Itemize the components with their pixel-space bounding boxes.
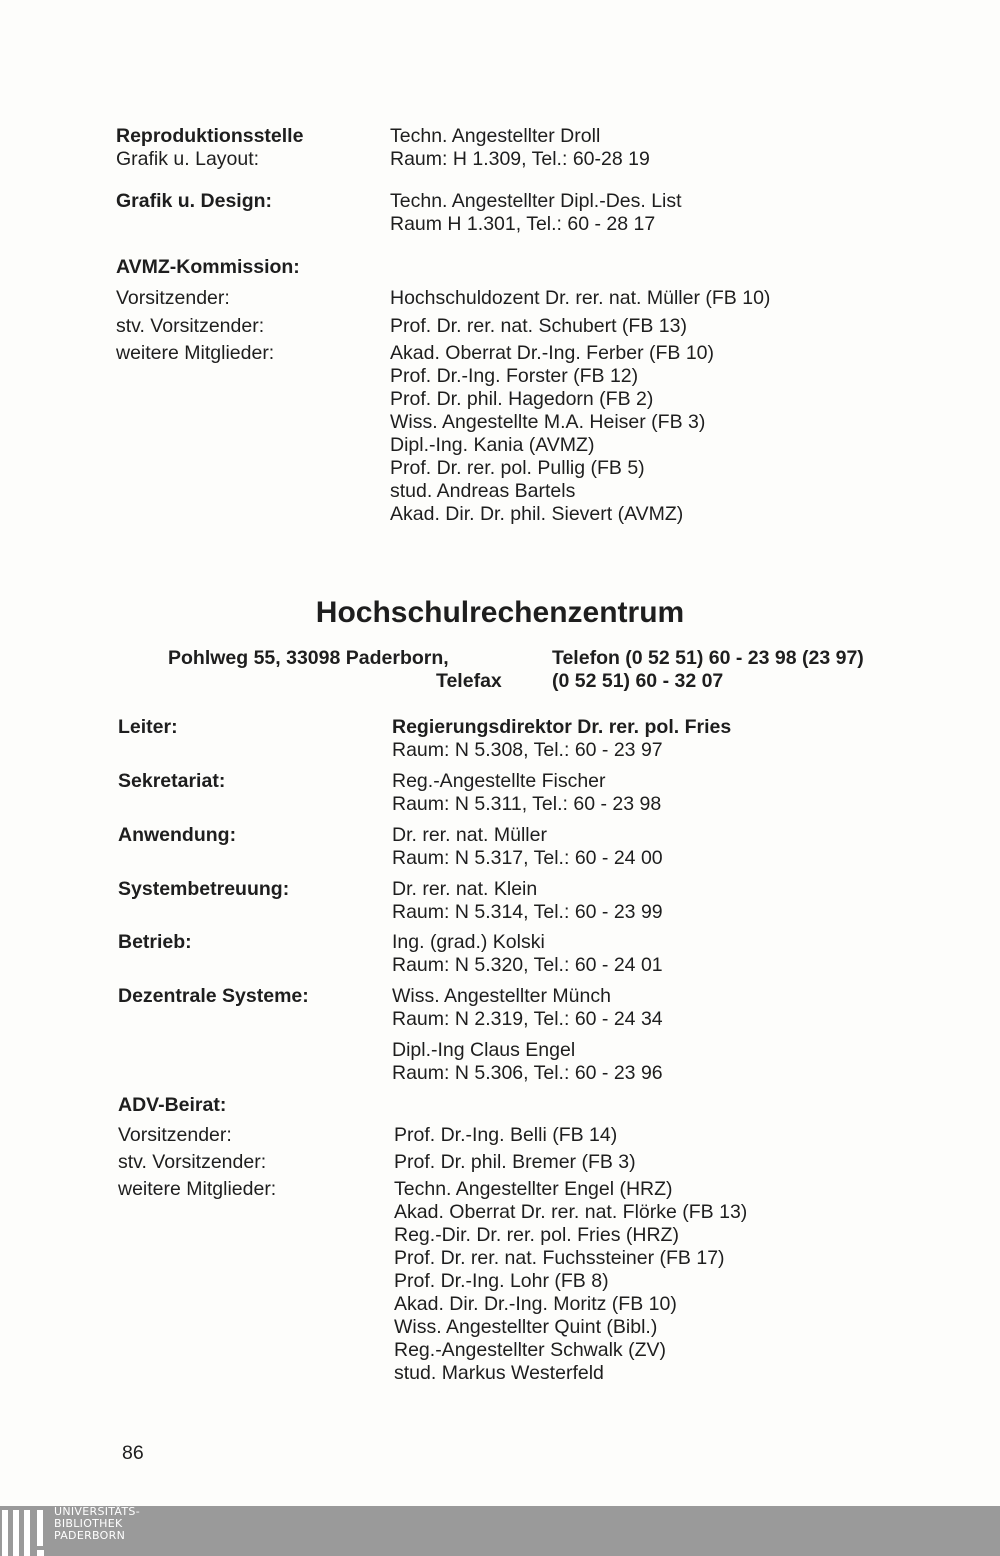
- dezentrale-room: Raum: N 2.319, Tel.: 60 - 24 34: [392, 1008, 663, 1030]
- commission-vice-value: Prof. Dr. rer. nat. Schubert (FB 13): [390, 315, 687, 337]
- repro-room: Raum: H 1.309, Tel.: 60-28 19: [390, 148, 650, 170]
- library-name: [54, 1506, 140, 1542]
- systembetreuung-value: [392, 878, 663, 924]
- systembetreuung-label: Systembetreuung:: [118, 878, 290, 900]
- list-item: Reg.-Angestellter Schwalk (ZV): [394, 1339, 667, 1361]
- sekretariat-label: Sekretariat:: [118, 770, 226, 792]
- commission-vice-label: stv. Vorsitzender:: [116, 315, 265, 337]
- library-name-line3: PADERBORN: [54, 1529, 126, 1542]
- anwendung-room: Raum: N 5.317, Tel.: 60 - 24 00: [392, 847, 663, 869]
- library-footer: [0, 1506, 1000, 1556]
- list-item: Akad. Dir. Dr.-Ing. Moritz (FB 10): [394, 1293, 677, 1315]
- anwendung-value: [392, 824, 663, 870]
- systembetreuung-name: Dr. rer. nat. Klein: [392, 878, 538, 900]
- repro-label-heading: Reproduktionsstelle: [116, 125, 304, 147]
- betrieb-room: Raum: N 5.320, Tel.: 60 - 24 01: [392, 954, 663, 976]
- list-item: Akad. Oberrat Dr. rer. nat. Flörke (FB 13): [394, 1201, 748, 1223]
- section-title: Hochschulrechenzentrum: [315, 596, 685, 629]
- list-item: Wiss. Angestellte M.A. Heiser (FB 3): [390, 411, 706, 433]
- commission-chair-label: Vorsitzender:: [116, 287, 230, 309]
- design-value: [390, 190, 682, 236]
- list-item: Techn. Angestellter Engel (HRZ): [394, 1178, 673, 1200]
- design-name: Techn. Angestellter Dipl.-Des. List: [390, 190, 682, 212]
- list-item: stud. Markus Westerfeld: [394, 1362, 604, 1384]
- betrieb-name: Ing. (grad.) Kolski: [392, 931, 545, 953]
- adv-members-list: [394, 1178, 747, 1385]
- betrieb-label: Betrieb:: [118, 931, 192, 953]
- commission-chair-value: Hochschuldozent Dr. rer. nat. Müller (FB 10): [390, 287, 771, 309]
- hrz-address: Pohlweg 55, 33098 Paderborn,: [168, 647, 449, 669]
- page-number: 86: [122, 1442, 144, 1464]
- list-item: Prof. Dr. phil. Hagedorn (FB 2): [390, 388, 654, 410]
- adv-heading: ADV-Beirat:: [118, 1094, 227, 1116]
- sekretariat-value: [392, 770, 661, 816]
- adv-members-label: weitere Mitglieder:: [118, 1178, 277, 1200]
- dezentrale-value: [392, 985, 663, 1031]
- repro-value: [390, 125, 650, 171]
- commission-members-label: weitere Mitglieder:: [116, 342, 275, 364]
- anwendung-name: Dr. rer. nat. Müller: [392, 824, 547, 846]
- list-item: Reg.-Dir. Dr. rer. pol. Fries (HRZ): [394, 1224, 679, 1246]
- betrieb-value: [392, 931, 663, 977]
- dezentrale-extra-room: Raum: N 5.306, Tel.: 60 - 23 96: [392, 1062, 663, 1084]
- anwendung-label: Anwendung:: [118, 824, 237, 846]
- hrz-phone: Telefon (0 52 51) 60 - 23 98 (23 97): [552, 647, 864, 669]
- leiter-room: Raum: N 5.308, Tel.: 60 - 23 97: [392, 739, 663, 761]
- list-item: Prof. Dr. rer. pol. Pullig (FB 5): [390, 457, 645, 479]
- sekretariat-room: Raum: N 5.311, Tel.: 60 - 23 98: [392, 793, 662, 815]
- repro-name: Techn. Angestellter Droll: [390, 125, 601, 147]
- dezentrale-extra-name: Dipl.-Ing Claus Engel: [392, 1039, 576, 1061]
- adv-vice-value: Prof. Dr. phil. Bremer (FB 3): [394, 1151, 636, 1173]
- list-item: Prof. Dr.-Ing. Forster (FB 12): [390, 365, 639, 387]
- repro-label-sub: Grafik u. Layout:: [116, 148, 260, 170]
- library-name-line1: UNIVERSITÄTS-: [54, 1505, 140, 1518]
- library-barcode-logo-icon: [0, 1510, 50, 1556]
- adv-chair-value: Prof. Dr.-Ing. Belli (FB 14): [394, 1124, 618, 1146]
- hrz-fax-value: (0 52 51) 60 - 32 07: [552, 670, 724, 692]
- list-item: Dipl.-Ing. Kania (AVMZ): [390, 434, 595, 456]
- list-item: Akad. Oberrat Dr.-Ing. Ferber (FB 10): [390, 342, 715, 364]
- library-name-line2: BIBLIOTHEK: [54, 1517, 123, 1530]
- leiter-value: [392, 716, 731, 762]
- dezentrale-label: Dezentrale Systeme:: [118, 985, 309, 1007]
- sekretariat-name: Reg.-Angestellte Fischer: [392, 770, 606, 792]
- list-item: Akad. Dir. Dr. phil. Sievert (AVMZ): [390, 503, 684, 525]
- design-room: Raum H 1.301, Tel.: 60 - 28 17: [390, 213, 656, 235]
- list-item: Wiss. Angestellter Quint (Bibl.): [394, 1316, 658, 1338]
- dezentrale-name: Wiss. Angestellter Münch: [392, 985, 611, 1007]
- leiter-name: Regierungsdirektor Dr. rer. pol. Fries: [392, 716, 732, 738]
- dezentrale-extra: [392, 1039, 663, 1085]
- commission-members-list: [390, 342, 714, 526]
- hrz-fax-label: Telefax: [436, 670, 502, 692]
- repro-label: [116, 125, 303, 171]
- leiter-label: Leiter:: [118, 716, 178, 738]
- design-label: Grafik u. Design:: [116, 190, 273, 212]
- adv-chair-label: Vorsitzender:: [118, 1124, 232, 1146]
- list-item: stud. Andreas Bartels: [390, 480, 576, 502]
- systembetreuung-room: Raum: N 5.314, Tel.: 60 - 23 99: [392, 901, 663, 923]
- adv-vice-label: stv. Vorsitzender:: [118, 1151, 267, 1173]
- commission-heading: AVMZ-Kommission:: [116, 256, 300, 278]
- list-item: Prof. Dr. rer. nat. Fuchssteiner (FB 17): [394, 1247, 725, 1269]
- list-item: Prof. Dr.-Ing. Lohr (FB 8): [394, 1270, 609, 1292]
